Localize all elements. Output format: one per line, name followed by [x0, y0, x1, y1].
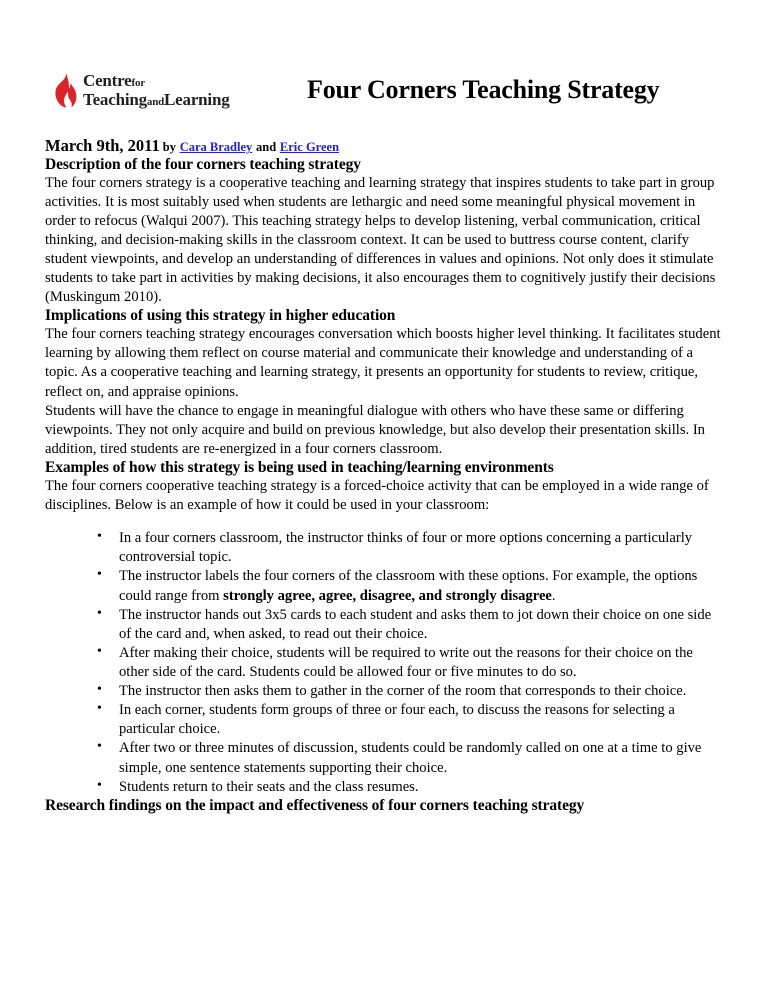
- bullet-text-before: After two or three minutes of discussion, students could be randomly called on one at a time to give simple, one sentence statements supporting their choice.: [119, 740, 702, 776]
- bullet-text-before: The instructor labels the four corners of the classroom with these options. For example, the options could range from: [119, 568, 698, 604]
- publication-date: March 9th, 2011: [45, 136, 160, 155]
- list-item: [97, 567, 723, 605]
- bullet-text-before: After making their choice, students will be required to write out the reasons for their choice on the other side of the card. Students could be allowed four or five minutes to do so.: [119, 644, 693, 681]
- bullet-text-before: The instructor hands out 3x5 cards to each student and asks them to jot down their choice on one side of the card and, when asked, to read out their choice.: [119, 606, 712, 642]
- section-heading-examples: Examples of how this strategy is being used in teaching/learning environments: [45, 459, 554, 477]
- list-item: [97, 529, 723, 567]
- bullet-text-before: The instructor then asks them to gather in the corner of the room that corresponds to their choice.: [119, 683, 687, 700]
- byline-and-label: and: [256, 140, 277, 154]
- document-header: [45, 0, 723, 118]
- author-link-eric-green[interactable]: Eric Green: [279, 140, 340, 154]
- logo-centre-text: Centre: [83, 71, 132, 90]
- logo-for-text: for: [131, 77, 145, 89]
- logo-learning-text: Learning: [164, 90, 230, 109]
- logo-line-two: [83, 91, 230, 108]
- paragraph-implications-1: The four corners teaching strategy encourages conversation which boosts higher level thinking. It facilitates student learning by allowing them reflect on course material and communicate their knowledge and understanding of a topic. As a cooperative teaching and learning strategy, it presents an opportunity for students to review, critique, reflect on, and appraise opinions.: [45, 326, 721, 400]
- paragraph-examples-1: The four corners cooperative teaching strategy is a forced-choice activity that can be employed in a wide range of disciplines. Below is an example of how it could be used in your classroom:: [45, 478, 709, 514]
- bullet-text-before: In a four corners classroom, the instructor thinks of four or more options concerning a particularly controversial topic.: [119, 530, 693, 566]
- paragraph-implications-2: Students will have the chance to engage in meaningful dialogue with others who have these same or differing viewpoints. They not only acquire and build on previous knowledge, but also develop their presentation skills. In addition, tired students are re-energized in a four corners classroom.: [45, 402, 705, 457]
- logo-teaching-text: Teaching: [83, 90, 147, 109]
- byline: [45, 137, 723, 156]
- list-item: [97, 606, 723, 644]
- ctl-logo: [53, 72, 230, 108]
- section-heading-implications: Implications of using this strategy in higher education: [45, 307, 396, 325]
- bullet-text-before: Students return to their seats and the class resumes.: [119, 778, 419, 795]
- paragraph-description-1: The four corners strategy is a cooperative teaching and learning strategy that inspires students to take part in group activities. It is most suitably used when students are lethargic and need some meaningful physical movement in order to refocus (Walqui 2007). This teaching strategy helps to develop listening, verbal communication, critical thinking, and decision-making skills in the classroom context. It can be used to buttress course content, clarify student viewpoints, and develop an understanding of differences in values and opinions. Not only does it stimulate students to take part in activities by making decisions, it also encourages them to cognitively justify their decisions (Muskingum 2010).: [45, 174, 716, 306]
- section-heading-research-findings: Research findings on the impact and effectiveness of four corners teaching strategy: [45, 796, 585, 814]
- page-title: Four Corners Teaching Strategy: [307, 75, 660, 104]
- logo-wordmark: [83, 72, 230, 108]
- section-heading-description: Description of the four corners teaching strategy: [45, 155, 361, 173]
- list-item: [97, 701, 723, 739]
- logo-and-text: and: [146, 96, 165, 108]
- list-item: [97, 739, 723, 777]
- bullet-text-after: .: [551, 587, 556, 604]
- bullet-text-before: In each corner, students form groups of three or four each, to discuss the reasons for selecting a particular choice.: [119, 702, 675, 738]
- bullet-text-bold: strongly agree, agree, disagree, and strongly disagree: [223, 587, 552, 604]
- author-link-cara-bradley[interactable]: Cara Bradley: [179, 140, 253, 154]
- logo-line-one: [83, 72, 230, 89]
- list-item: [97, 644, 723, 682]
- list-item: [97, 778, 723, 797]
- examples-bullet-list: [45, 529, 723, 797]
- flame-icon: [53, 72, 77, 108]
- byline-by-label: by: [162, 140, 176, 154]
- list-item: [97, 682, 723, 701]
